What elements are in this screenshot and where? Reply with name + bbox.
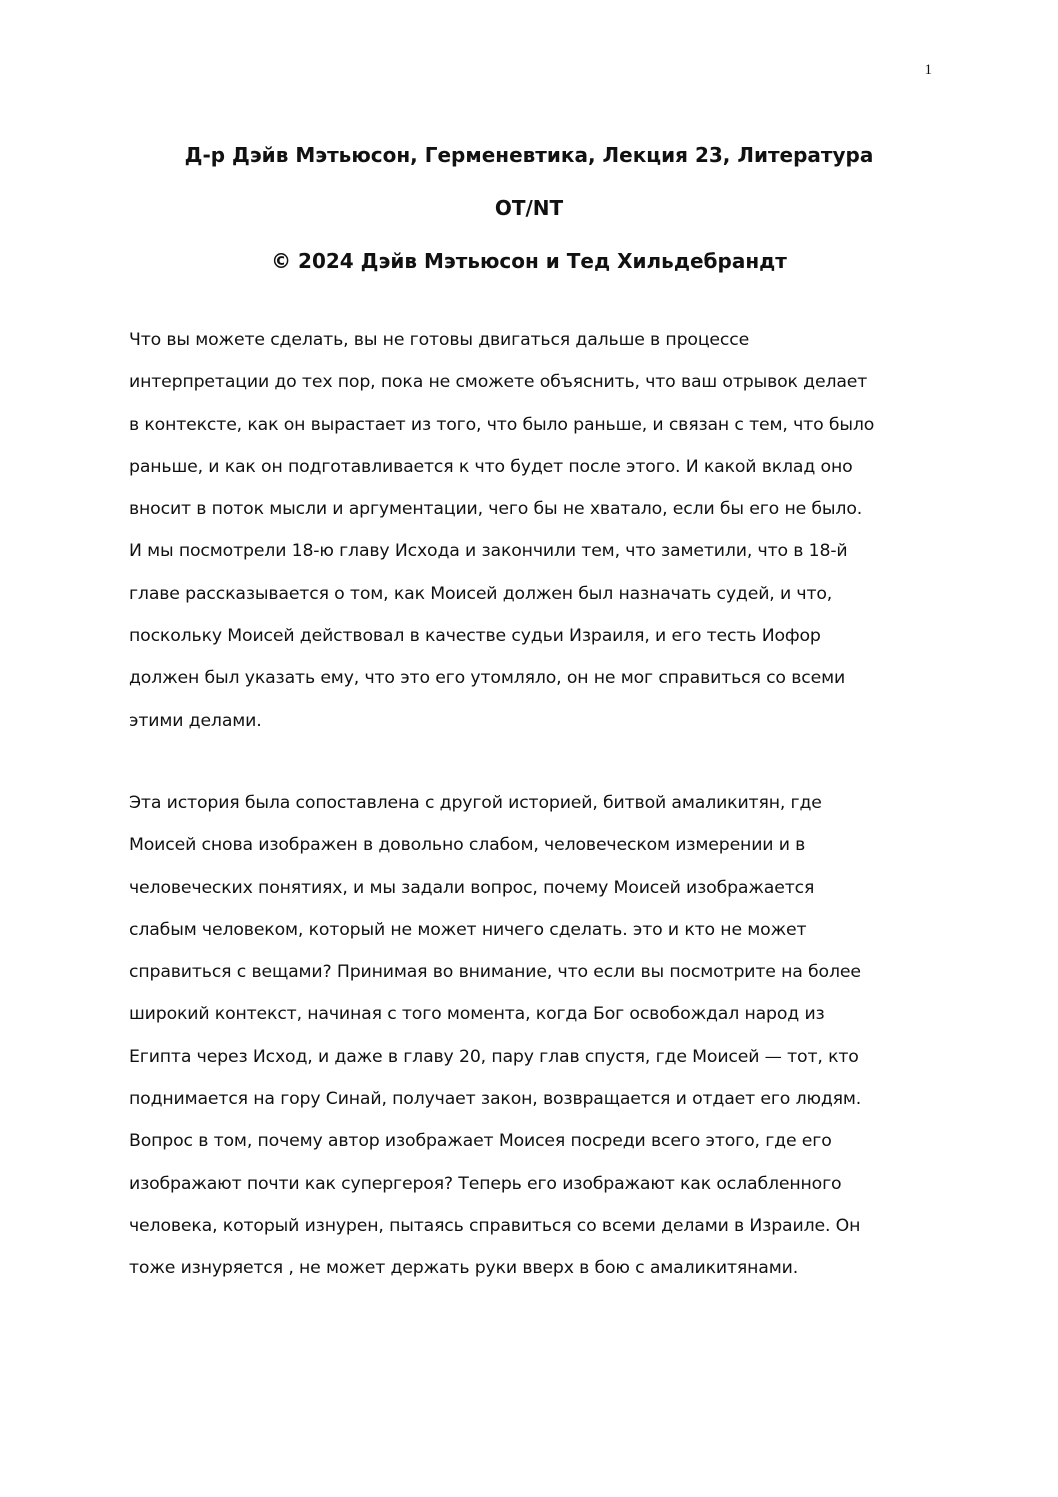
text-line: Вопрос в том, почему автор изображает Моисея посреди всего этого, где его [129,1131,832,1152]
text-line: человеческих понятиях, и мы задали вопрос, почему Моисей изображается [129,877,815,898]
text-line: вносит в поток мысли и аргументации, чего бы не хватало, если бы его не было. [129,499,863,520]
text-line: широкий контекст, начиная с того момента, когда Бог освобождал народ из [129,1004,825,1025]
text-line: Моисей снова изображен в довольно слабом, человеческом измерении и в [129,835,806,856]
document-heading [80,129,978,288]
heading-copyright-line: © 2024 Дэйв Мэтьюсон и Тед Хильдебрандт [271,249,787,273]
text-line: Эта история была сопоставлена с другой историей, битвой амаликитян, где [129,793,822,813]
paragraph-2 [129,782,939,1290]
text-line: главе рассказывается о том, как Моисей должен был назначать судей, и что, [129,583,833,604]
text-line: Египта через Исход, и даже в главу 20, пару глав спустя, где Моисей — тот, кто [129,1046,859,1067]
paragraph-1 [129,319,939,742]
text-line: раньше, и как он подготавливается к что будет после этого. И какой вклад оно [129,456,853,477]
text-line: интерпретации до тех пор, пока не сможете объяснить, что ваш отрывок делает [129,372,868,393]
text-line: должен был указать ему, что это его утомляло, он не мог справиться со всеми [129,668,846,689]
text-line: этими делами. [129,710,262,731]
text-line: изображают почти как супергероя? Теперь его изображают как ослабленного [129,1173,842,1194]
text-line: тоже изнуряется , не может держать руки вверх в бою с амаликитянами. [129,1258,799,1279]
heading-subject-line: OT/NT [494,196,564,220]
text-line: человека, который изнурен, пытаясь справиться со всеми делами в Израиле. Он [129,1215,861,1236]
text-line: в контексте, как он вырастает из того, что было раньше, и связан с тем, что было [129,414,875,435]
heading-title-line: Д-р Дэйв Мэтьюсон, Герменевтика, Лекция 23, Литература [184,143,874,167]
page-number: 1 [924,62,932,78]
text-line: поднимается на гору Синай, получает закон, возвращается и отдает его людям. [129,1089,862,1110]
text-line: Что вы можете сделать, вы не готовы двигаться дальше в процессе [129,330,750,350]
text-line: поскольку Моисей действовал в качестве судьи Израиля, и его тесть Иофор [129,626,821,647]
text-line: И мы посмотрели 18-ю главу Исхода и закончили тем, что заметили, что в 18-й [129,541,848,562]
text-line: справиться с вещами? Принимая во внимание, что если вы посмотрите на более [129,962,861,983]
text-line: слабым человеком, который не может ничего сделать. это и кто не может [129,919,807,940]
